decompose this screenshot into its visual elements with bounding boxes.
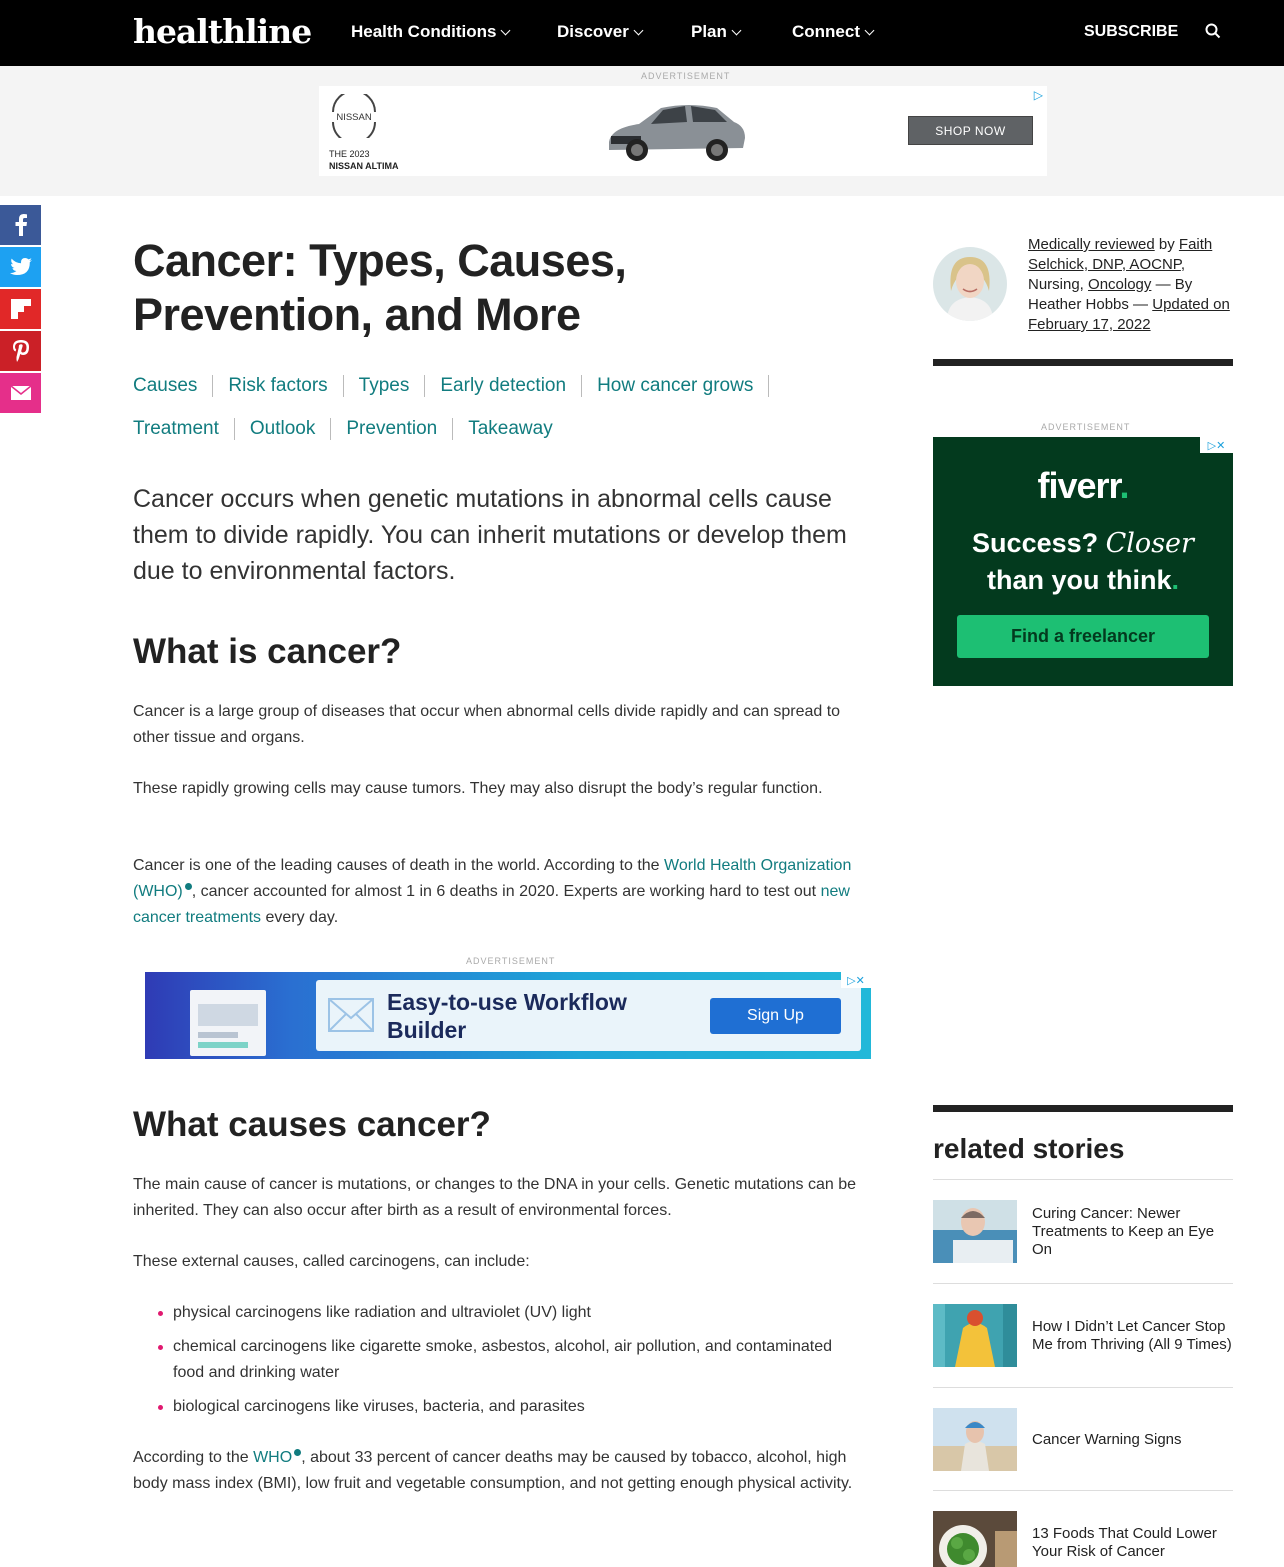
toc-divider bbox=[452, 418, 453, 440]
search-icon[interactable] bbox=[1205, 23, 1221, 39]
workflow-title-2: Builder bbox=[387, 1017, 467, 1043]
nav-label: Health Conditions bbox=[351, 22, 497, 41]
chevron-down-icon bbox=[865, 25, 875, 35]
article-lede: Cancer occurs when genetic mutations in abnormal cells cause them to divide rapidly. You can inherit mutations or develop them due to environmental factors. bbox=[133, 485, 847, 585]
text: According to the bbox=[133, 1449, 254, 1466]
story-thumbnail bbox=[933, 1408, 1017, 1471]
toc-divider bbox=[212, 375, 213, 397]
verified-icon bbox=[185, 883, 192, 890]
who-link[interactable]: World Health Organization (WHO) bbox=[133, 857, 852, 900]
toc-divider bbox=[581, 375, 582, 397]
story-title: 13 Foods That Could Lower Your Risk of Cancer bbox=[1032, 1524, 1217, 1560]
nissan-logo bbox=[327, 94, 381, 138]
story-thumbnail bbox=[933, 1304, 1017, 1367]
fiverr-ad[interactable] bbox=[933, 437, 1233, 686]
nav-discover[interactable] bbox=[557, 22, 642, 42]
chevron-down-icon bbox=[501, 25, 511, 35]
shop-now-button[interactable]: SHOP NOW bbox=[908, 116, 1033, 145]
toc-divider bbox=[424, 375, 425, 397]
nav-connect[interactable] bbox=[792, 22, 873, 42]
paragraph: The main cause of cancer is mutations, or changes to the DNA in your cells. Genetic mutations can be inherited. They can also occur after birth as a result of environmental forces. bbox=[133, 1176, 857, 1219]
paragraph: These rapidly growing cells may cause tumors. They may also disrupt the body’s regular function. bbox=[133, 780, 823, 797]
toc-link-how-cancer-grows[interactable]: How cancer grows bbox=[597, 375, 754, 396]
list-item: chemical carcinogens like cigarette smoke, asbestos, alcohol, air pollution, and contaminated food and drinking water bbox=[155, 1334, 855, 1386]
toc-link-takeaway[interactable]: Takeaway bbox=[468, 418, 553, 439]
email-icon bbox=[11, 386, 31, 400]
toc-link-outlook[interactable]: Outlook bbox=[249, 418, 316, 439]
fiverr-logo: fiverr. bbox=[1037, 465, 1129, 506]
ad-label: ADVERTISEMENT bbox=[1041, 422, 1131, 432]
flipboard-icon bbox=[11, 299, 31, 319]
text: , about 33 percent of cancer deaths may be caused by tobacco, alcohol, high body mass index (BMI), low fruit and vegetable consumption, and not getting enough physical activity. bbox=[133, 1449, 853, 1492]
facebook-icon bbox=[14, 214, 28, 236]
toc-link-treatment[interactable]: Treatment bbox=[133, 418, 219, 439]
workflow-screenshot-image bbox=[190, 990, 266, 1056]
reviewer-avatar bbox=[933, 247, 1007, 321]
new-cancer-treatments-link[interactable]: new cancer treatments bbox=[133, 883, 850, 926]
fiverr-tagline: Success? Closer than you think. bbox=[972, 528, 1194, 595]
story-title: How I Didn’t Let Cancer Stop Me from Thriving (All 9 Times) bbox=[1032, 1317, 1232, 1353]
twitter-icon bbox=[10, 258, 32, 276]
toc-divider bbox=[768, 375, 769, 397]
envelope-icon bbox=[328, 998, 374, 1032]
byline bbox=[1028, 235, 1233, 335]
related-story[interactable] bbox=[933, 1200, 1233, 1263]
toc-divider bbox=[343, 375, 344, 397]
carcinogen-list bbox=[155, 1300, 855, 1420]
tag-text: Closer bbox=[1105, 528, 1194, 559]
healthline-logo[interactable]: healthline bbox=[133, 12, 312, 51]
toc-link-risk-factors[interactable]: Risk factors bbox=[228, 375, 328, 396]
nissan-brand: NISSAN bbox=[336, 112, 372, 123]
tag-text: than you think bbox=[986, 565, 1172, 595]
list-item: physical carcinogens like radiation and ultraviolet (UV) light bbox=[155, 1300, 855, 1326]
find-freelancer-button[interactable]: Find a freelancer bbox=[957, 615, 1209, 658]
text: — By Heather Hobbs — bbox=[1028, 276, 1193, 313]
text: by bbox=[1154, 236, 1179, 253]
divider bbox=[933, 1179, 1233, 1180]
workflow-ad-title bbox=[387, 988, 627, 1044]
chevron-down-icon bbox=[731, 25, 741, 35]
text: Cancer is one of the leading causes of death in the world. According to the bbox=[133, 857, 664, 874]
nav-label: Connect bbox=[792, 22, 860, 41]
nissan-ad[interactable] bbox=[319, 86, 1047, 176]
paragraph bbox=[133, 1445, 853, 1497]
nissan-caption-2: NISSAN ALTIMA bbox=[329, 161, 399, 171]
paragraph: Cancer is a large group of diseases that occur when abnormal cells divide rapidly and can spread to other tissue and organs. bbox=[133, 703, 841, 746]
twitter-share-button[interactable] bbox=[0, 247, 41, 287]
story-thumbnail bbox=[933, 1200, 1017, 1263]
workflow-card bbox=[316, 980, 861, 1051]
text: every day. bbox=[261, 909, 339, 926]
adchoices-icon[interactable]: ▷ bbox=[1033, 88, 1043, 102]
pinterest-icon bbox=[12, 340, 30, 362]
toc-divider bbox=[330, 418, 331, 440]
flipboard-share-button[interactable] bbox=[0, 289, 41, 329]
adchoices-icon[interactable]: ▷✕ bbox=[841, 972, 871, 988]
nav-label: Plan bbox=[691, 22, 727, 41]
divider bbox=[933, 1387, 1233, 1388]
nissan-caption bbox=[329, 148, 399, 172]
divider bbox=[933, 1105, 1233, 1112]
adchoices-icon[interactable]: ▷✕ bbox=[1200, 437, 1233, 453]
related-stories-heading: related stories bbox=[933, 1133, 1125, 1164]
ad-label: ADVERTISEMENT bbox=[641, 71, 731, 81]
story-thumbnail bbox=[933, 1511, 1017, 1567]
story-title: Curing Cancer: Newer Treatments to Keep an Eye On bbox=[1032, 1204, 1215, 1258]
divider bbox=[933, 1490, 1233, 1491]
tag-text: Success? bbox=[972, 528, 1099, 558]
divider bbox=[933, 359, 1233, 366]
toc-link-types[interactable]: Types bbox=[358, 375, 410, 396]
pinterest-share-button[interactable] bbox=[0, 331, 41, 371]
chevron-down-icon bbox=[633, 25, 643, 35]
updated-link[interactable]: Updated on February 17, 2022 bbox=[1028, 296, 1230, 333]
subscribe-button[interactable]: SUBSCRIBE bbox=[1084, 23, 1179, 40]
toc-row-2 bbox=[133, 418, 833, 440]
toc-row-1 bbox=[133, 375, 833, 397]
reviewer-link[interactable]: Faith Selchick, DNP, AOCNP bbox=[1028, 236, 1213, 273]
list-item: biological carcinogens like viruses, bacteria, and parasites bbox=[155, 1394, 855, 1420]
toc-link-early-detection[interactable]: Early detection bbox=[440, 375, 567, 396]
top-nav bbox=[0, 0, 1284, 66]
paragraph: These external causes, called carcinogens, can include: bbox=[133, 1253, 530, 1270]
article-title: Cancer: Types, Causes, Prevention, and More bbox=[133, 235, 627, 340]
oncology-link[interactable]: Oncology bbox=[1088, 276, 1152, 293]
nav-health-conditions[interactable] bbox=[351, 22, 509, 42]
nav-plan[interactable] bbox=[691, 22, 740, 42]
toc-divider bbox=[234, 418, 235, 440]
divider bbox=[933, 1283, 1233, 1284]
related-story[interactable] bbox=[933, 1304, 1233, 1367]
related-story[interactable] bbox=[933, 1408, 1233, 1471]
text: , cancer accounted for almost 1 in 6 deaths in 2020. Experts are working hard to test out bbox=[191, 883, 821, 900]
toc-link-causes[interactable]: Causes bbox=[133, 375, 198, 396]
who-link[interactable]: WHO bbox=[253, 1449, 293, 1466]
sign-up-button[interactable]: Sign Up bbox=[710, 998, 841, 1034]
workflow-title-1: Easy-to-use Workflow bbox=[387, 989, 627, 1015]
paragraph bbox=[133, 853, 878, 931]
facebook-share-button[interactable] bbox=[0, 205, 41, 245]
nav-label: Discover bbox=[557, 22, 629, 41]
car-image bbox=[599, 92, 749, 166]
related-story[interactable] bbox=[933, 1511, 1233, 1567]
ad-label: ADVERTISEMENT bbox=[466, 956, 556, 966]
heading-what-is-cancer: What is cancer? bbox=[133, 632, 402, 671]
workflow-ad[interactable] bbox=[145, 972, 871, 1059]
fiverr-logo-text: fiverr bbox=[1037, 465, 1120, 506]
nissan-caption-1: THE 2023 bbox=[329, 149, 370, 159]
story-title: Cancer Warning Signs bbox=[1032, 1430, 1182, 1448]
toc-link-prevention[interactable]: Prevention bbox=[346, 418, 438, 439]
text: , Nursing, bbox=[1028, 256, 1186, 293]
heading-what-causes-cancer: What causes cancer? bbox=[133, 1105, 491, 1144]
email-share-button[interactable] bbox=[0, 373, 41, 413]
medically-reviewed-link[interactable]: Medically reviewed bbox=[1028, 236, 1155, 253]
